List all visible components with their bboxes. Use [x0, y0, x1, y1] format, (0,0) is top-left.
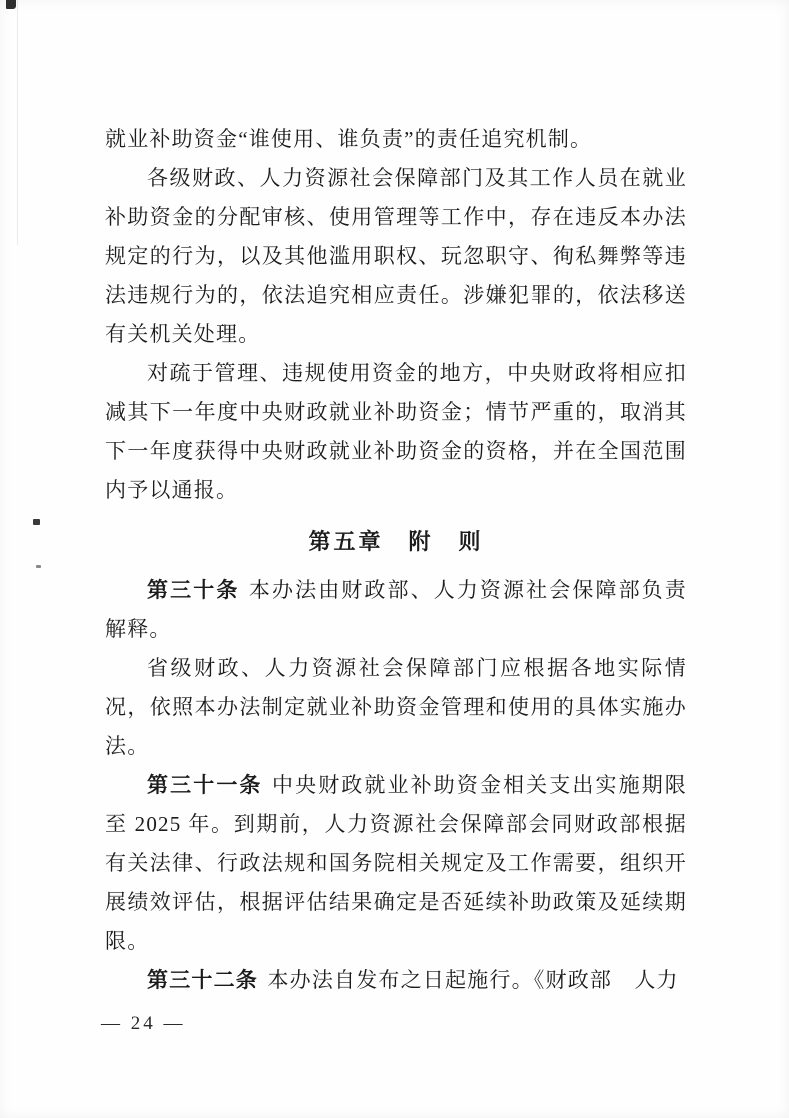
- article-number: 第三十二条: [147, 968, 258, 992]
- scan-speck: [33, 519, 40, 525]
- article-paragraph: [105, 649, 687, 766]
- article-text: 省级财政、人力资源社会保障部门应根据各地实际情况，依照本办法制定就业补助资金管理和使用的具体实施办法。: [105, 656, 687, 758]
- chapter-heading: 第五章 附 则: [308, 529, 484, 554]
- body-paragraph: 各级财政、人力资源社会保障部门及其工作人员在就业补助资金的分配审核、使用管理等工作中，存在违反本办法规定的行为，以及其他滥用职权、玩忽职守、徇私舞弊等违法违规行为的，依法追究相应责任。涉嫌犯罪的，依法移送有关机关处理。: [105, 166, 687, 346]
- article-paragraph: [105, 961, 687, 1000]
- body-paragraph: 对疏于管理、违规使用资金的地方，中央财政将相应扣减其下一年度中央财政就业补助资金；情节严重的，取消其下一年度获得中央财政就业补助资金的资格，并在全国范围内予以通报。: [105, 361, 687, 502]
- article-number: 第三十一条: [147, 773, 263, 797]
- scan-speck: [36, 565, 41, 568]
- page-number: — 24 —: [101, 1013, 186, 1034]
- article-paragraph: [105, 571, 687, 649]
- document-body: [105, 120, 687, 1000]
- article-number: 第三十条: [147, 578, 240, 602]
- scan-edge-line: [17, 0, 18, 245]
- body-paragraph-continuation: 就业补助资金“谁使用、谁负责”的责任追究机制。: [105, 127, 593, 151]
- article-paragraph: [105, 766, 687, 961]
- article-text: 本办法自发布之日起施行。《财政部 人力: [267, 968, 679, 992]
- article-text: 中央财政就业补助资金相关支出实施期限至 2025 年。到期前，人力资源社会保障部会同财政部根据有关法律、行政法规和国务院相关规定及工作需要，组织开展绩效评估，根据评估结果确定是否延续补助政策及延续期限。: [105, 773, 688, 953]
- article-text: 本办法由财政部、人力资源社会保障部负责解释。: [105, 578, 687, 641]
- scan-corner-mark: [6, 0, 16, 9]
